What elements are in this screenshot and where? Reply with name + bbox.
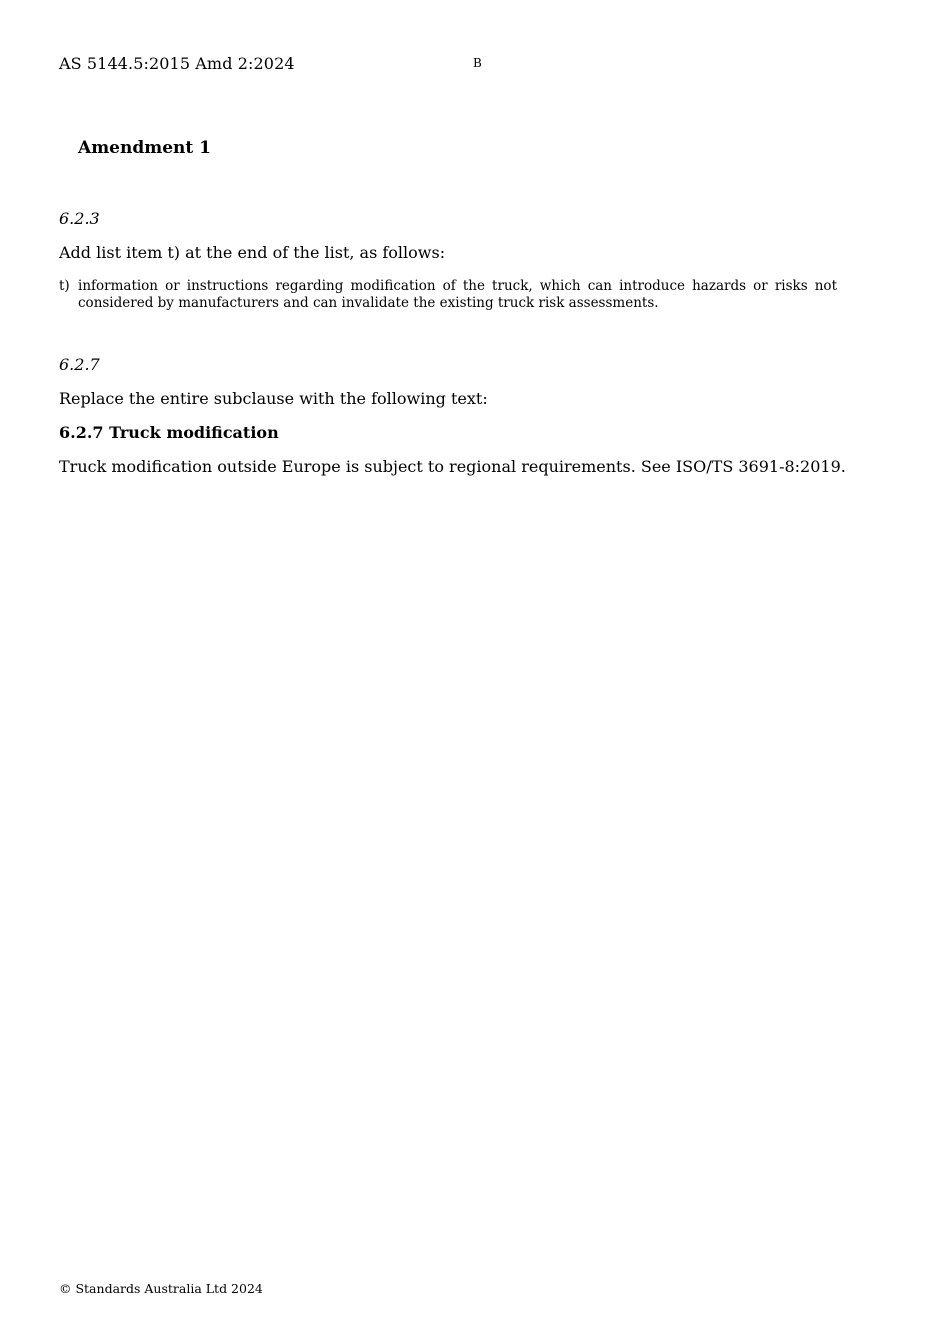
clause-reference-6-2-7: 6.2.7 bbox=[59, 355, 100, 374]
list-item-text: information or instructions regarding modification of the truck, which can introduce hazards or risks not considered by manufacturers and can invalidate the existing truck risk assessments. bbox=[78, 278, 837, 311]
list-marker: t) bbox=[59, 278, 70, 294]
subclause-heading: 6.2.7 Truck modification bbox=[59, 423, 279, 442]
amendment-title: Amendment 1 bbox=[78, 138, 212, 158]
clause-reference-6-2-3: 6.2.3 bbox=[59, 209, 100, 228]
subclause-body: Truck modification outside Europe is subject to regional requirements. See ISO/TS 3691-8:2019. bbox=[59, 457, 846, 476]
copyright-footer: © Standards Australia Ltd 2024 bbox=[59, 1281, 263, 1296]
document-id: AS 5144.5:2015 Amd 2:2024 bbox=[59, 54, 295, 73]
instruction-add-list-item: Add list item t) at the end of the list, as follows: bbox=[59, 243, 446, 262]
list-item bbox=[59, 278, 837, 312]
page-label: B bbox=[473, 56, 482, 70]
instruction-replace-subclause: Replace the entire subclause with the following text: bbox=[59, 389, 488, 408]
